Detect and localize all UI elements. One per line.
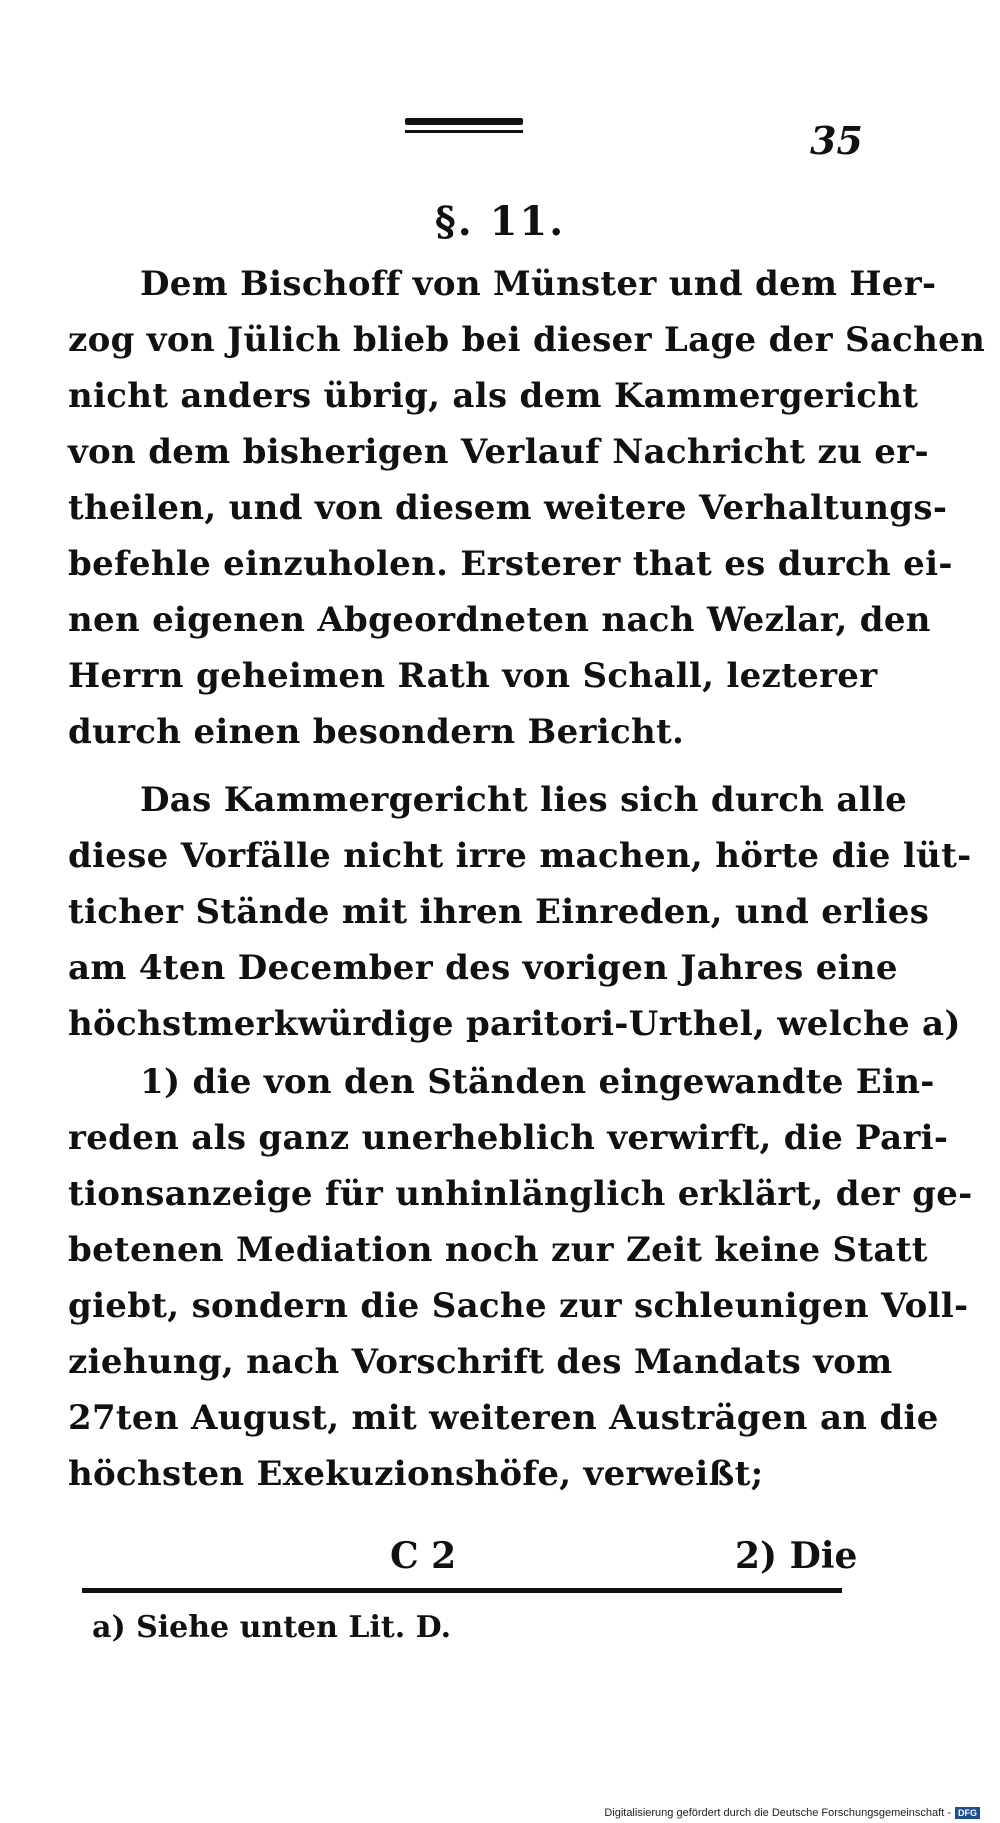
text-line: ziehung, nach Vorschrift des Mandats vom	[68, 1342, 893, 1382]
text-line: ticher Stände mit ihren Einreden, und erlies	[68, 892, 930, 932]
text-line: 1) die von den Ständen eingewandte Ein-	[140, 1062, 935, 1102]
text-line: Das Kammergericht lies sich durch alle	[140, 780, 908, 820]
section-heading: §. 11.	[434, 198, 566, 245]
dfg-logo: DFG	[955, 1807, 980, 1819]
header-rule	[405, 118, 523, 125]
text-line: von dem bisherigen Verlauf Nachricht zu er-	[68, 432, 929, 472]
text-line: betenen Mediation noch zur Zeit keine Statt	[68, 1230, 928, 1270]
text-line: diese Vorfälle nicht irre machen, hörte die lüt-	[68, 836, 972, 876]
digitization-credit	[604, 1807, 980, 1819]
text-line: theilen, und von diesem weitere Verhaltungs-	[68, 488, 948, 528]
text-line: Herrn geheimen Rath von Schall, lezterer	[68, 656, 878, 696]
text-line: Dem Bischoff von Münster und dem Her-	[140, 264, 937, 304]
credit-text: Digitalisierung gefördert durch die Deutsche Forschungsgemeinschaft -	[604, 1807, 951, 1819]
text-line: höchstmerkwürdige paritori-Urthel, welche a)	[68, 1004, 961, 1044]
text-line: durch einen besondern Bericht.	[68, 712, 685, 752]
text-line: befehle einzuholen. Ersterer that es durch ei-	[68, 544, 953, 584]
text-line: nicht anders übrig, als dem Kammergericht	[68, 376, 919, 416]
text-line: giebt, sondern die Sache zur schleunigen Voll-	[68, 1286, 969, 1326]
text-line: zog von Jülich blieb bei dieser Lage der Sachen	[68, 320, 986, 360]
text-line: am 4ten December des vorigen Jahres eine	[68, 948, 898, 988]
text-line: reden als ganz unerheblich verwirft, die Pari-	[68, 1118, 949, 1158]
catchword: 2) Die	[735, 1535, 858, 1577]
footnote-rule	[82, 1588, 842, 1593]
footnote: a) Siehe unten Lit. D.	[92, 1610, 452, 1645]
text-line: höchsten Exekuzionshöfe, verweißt;	[68, 1454, 764, 1494]
signature-mark: C 2	[390, 1535, 457, 1577]
text-line: tionsanzeige für unhinlänglich erklärt, der ge-	[68, 1174, 973, 1214]
page-number: 35	[810, 118, 863, 163]
text-line: 27ten August, mit weiteren Austrägen an die	[68, 1398, 939, 1438]
text-line: nen eigenen Abgeordneten nach Wezlar, den	[68, 600, 931, 640]
